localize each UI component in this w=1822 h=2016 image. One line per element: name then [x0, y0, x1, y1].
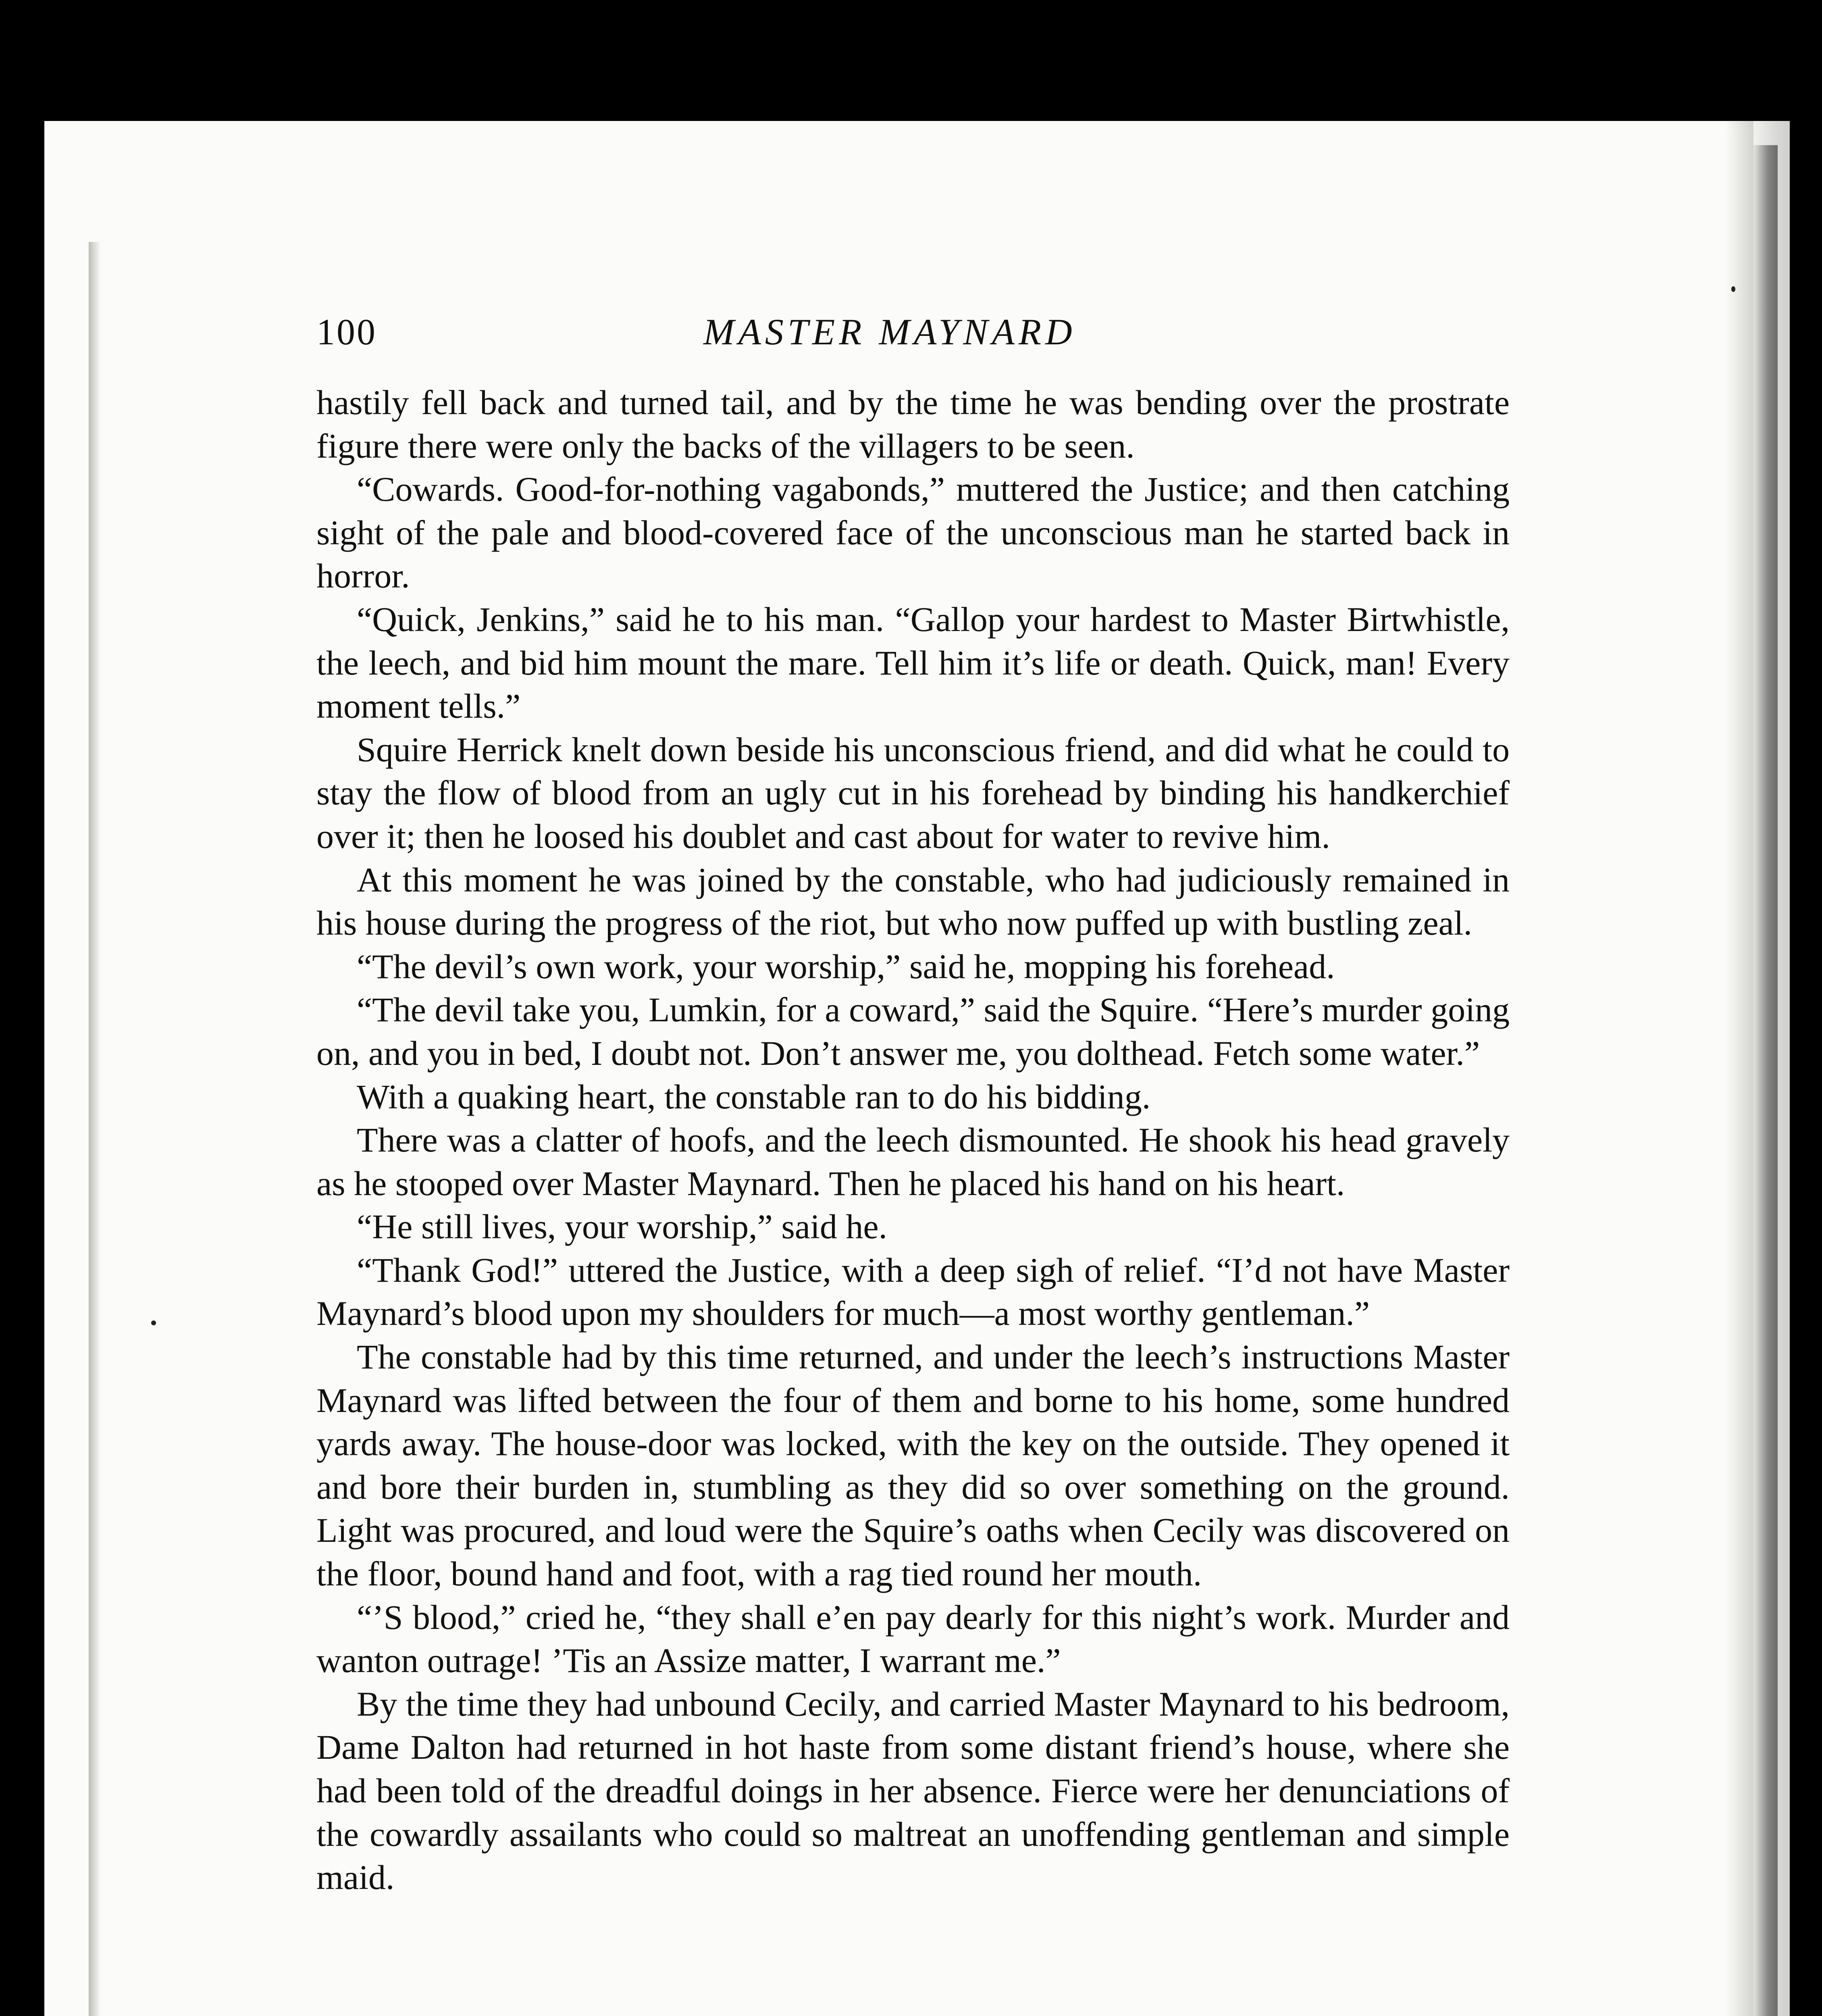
paragraph: With a quaking heart, the constable ran to do his bidding.: [357, 1077, 1151, 1116]
page-gutter-shadow: [1725, 121, 1753, 2016]
paragraph: “Quick, Jenkins,” said he to his man. “Gallop your hardest to Master Birtwhistle, the leech, and bid him mount the mare. Tell him it’s life or death. Quick, man! Every moment tells.”: [316, 600, 1510, 726]
page-header: [316, 310, 1526, 367]
paragraph: “’S blood,” cried he, “they shall e’en pay dearly for this night’s work. Murder and wanton outrage! ’Tis an Assize matter, I warrant me.”: [316, 1597, 1510, 1680]
paragraph: “The devil take you, Lumkin, for a coward,” said the Squire. “Here’s murder going on, and you in bed, I doubt not. Don’t answer me, you dolthead. Fetch some water.”: [316, 990, 1510, 1073]
paragraph: “He still lives, your worship,” said he.: [357, 1207, 888, 1246]
paragraph: The constable had by this time returned, and under the leech’s instructions Master Maynard was lifted between the four of them and borne to his home, some hundred yards away. The house-door was locked, with the key on the outside. They opened it and bore their burden in, stumbling as they did so over something on the ground. Light was procured, and loud were the Squire’s oaths when Cecily was discovered on the floor, bound hand and foot, with a rag tied round her mouth.: [316, 1337, 1510, 1593]
paragraph: “Thank God!” uttered the Justice, with a deep sigh of relief. “I’d not have Master Maynard’s blood upon my shoulders for much—a most worthy gentleman.”: [316, 1250, 1510, 1333]
ink-speck: [151, 1320, 156, 1325]
ink-speck: [1731, 286, 1735, 292]
body-text: [316, 381, 1510, 1899]
paragraph: “The devil’s own work, your worship,” said he, mopping his forehead.: [357, 947, 1335, 986]
paragraph: Squire Herrick knelt down beside his unconscious friend, and did what he could to stay the flow of blood from an ugly cut in his forehead by binding his handkerchief over it; then he loosed his doublet and cast about for water to revive him.: [316, 730, 1510, 856]
page-left-shadow: [89, 242, 101, 2016]
paragraph: There was a clatter of hoofs, and the leech dismounted. He shook his head gravely as he stooped over Master Maynard. Then he placed his hand on his heart.: [316, 1120, 1510, 1203]
paragraph: By the time they had unbound Cecily, and carried Master Maynard to his bedroom, Dame Dalton had returned in hot haste from some distant friend’s house, where she had been told of the dreadful doings in her absence. Fierce were her denunciations of the cowardly assailants who could so maltreat an unoffending gentleman and simple maid.: [316, 1684, 1510, 1897]
page-number: 100: [316, 311, 377, 352]
page-binding-edge: [1753, 145, 1778, 2016]
running-title: MASTER MAYNARD: [703, 311, 1076, 352]
paragraph: “Cowards. Good-for-nothing vagabonds,” muttered the Justice; and then catching sight of the pale and blood-covered face of the unconscious man he started back in horror.: [316, 470, 1510, 596]
paragraph: At this moment he was joined by the constable, who had judiciously remained in his house during the progress of the riot, but who now puffed up with bustling zeal.: [316, 860, 1510, 943]
paragraph: hastily fell back and turned tail, and by the time he was bending over the prostrate figure there were only the backs of the villagers to be seen.: [316, 383, 1510, 465]
